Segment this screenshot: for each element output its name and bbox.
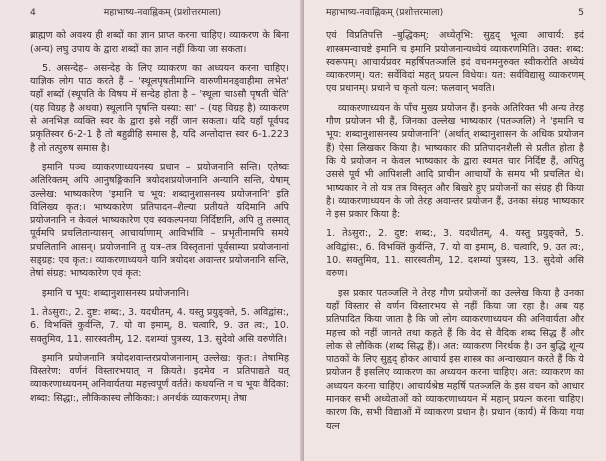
numbered-list: 1. तेऽसुरा:, 2. दुष्ट: शब्द:, 3. यदधीतम्, 4. यस्तु प्रयुङ्क्ते, 5. अविद्वांस:, 6. विभक्तिं कुर्वन्ति, 7. यो वा इमाम्, 8. चत्वारि, 9. उत त्व:, 10. सक्तुमिव, 11. सारस्वतीम्, 12. दशम्यां पुत्रस्य, 13. सुदेवो असि वरुण।	[326, 228, 584, 280]
paragraph: इस प्रकार पतञ्जलि ने तेरह गौण प्रयोजनों का उल्लेख किया है उनका यहाँ विस्तार से वर्णन विस्तारभय से नहीं किया जा रहा है। अब यह प्रतिपादित किया जाता है कि जो लोग व्याकरणाध्ययन की अनिवार्यता और महत्त्व को नहीं जानते तथा कहते हैं कि वेद से वैदिक शब्द सिद्ध हैं और लोक से लौकिक (शब्द सिद्ध हैं)। अत: व्याकरण निरर्थक है। उन बुद्धि शून्य पाठकों के लिए सुहृद् होकर आचार्य इस शास्त्र का अन्वाख्यान करते हैं कि ये प्रयोजन हैं इसलिए व्याकरण का अध्ययन करना चाहिए। अत: व्याकरण का अध्ययन करना चाहिए। आचार्यश्रेष्ठ महर्षि पतञ्जलि के इस वचन को आधार मानकर सभी अध्येताओं को व्याकरणाध्ययन में महान् प्रयत्न करना चाहिए। कारण कि, सभी विद्याओं में व्याकरण प्रधान है। प्रधान (कार्य) में किया गया यत्न	[326, 287, 584, 432]
paragraph: व्याकरणाध्ययन के पाँच मुख्य प्रयोजन हैं। इनके अतिरिक्त भी अन्य तेरह गौण प्रयोजन भी हैं, जिनका उल्लेख भाष्यकार (पतञ्जलि) ने 'इमानि च भूय: शब्दानुशासनस्य प्रयोजनानि' (अर्थात् शब्दानुशासन के अधिक प्रयोजन हैं) ऐसा लिखकर किया है। भाष्यकार की प्रतिपादनशैली से प्रतीत होता है कि ये प्रयोजन न केवल भाष्यकार के द्वारा स्वमत चार निर्दिष्ट हैं, अपितु उससे पूर्व भी आपिशली आदि प्राचीन आचार्यों के समय भी प्रचलित थे। भाष्यकार ने तो यत्र तत्र विस्तृत और बिखरे हुए प्रयोजनों का संग्रह ही किया है। व्याकरणाध्ययन के जो तेरह अवान्तर प्रयोजन हैं, उनका संग्रह भाष्यकार ने इस प्रकार किया है:	[326, 102, 584, 221]
page-number: 4	[30, 7, 36, 18]
running-head: महाभाष्य-नवाह्निकम् (प्रशोत्तरमाला)	[103, 7, 222, 18]
paragraph: 5. असन्देह– असन्देह के लिए व्याकरण का अध्ययन करना चाहिए। याज्ञिक लोग पाठ करते हैं – 'स्थूलपृषतीमाग्नि वारुणीमनड्वाहीमा लभेत' यहाँ शब्दों (स्थूपति के विषय में सन्देह होता है – 'स्थूला चाऽसौ पृषती चेति' (यह विग्रह है अथवा) स्थूलानि पृषन्ति यस्या: सा' – (यह विग्रह है) व्याकरण से अनभिज्ञ व्यक्ति स्वर के द्वारा इसे नहीं जान सकता। यदि यहाँ पूर्वपद प्रकृतिस्वर 6-2-1 है तो बहुव्रीहि समास है, यदि अन्तोदात्त स्वर 6-1.223 है तो तत्पुरुष समास है।	[30, 62, 289, 154]
paragraph: ब्राह्मण को अवश्य ही शब्दों का ज्ञान प्राप्त करना चाहिए। व्याकरण के बिना (अन्य) लघु उपाय के द्वारा शब्दों का ज्ञान नहीं किया जा सकता।	[30, 30, 289, 55]
paragraph: इमानि पञ्च व्याकरणाध्ययनस्य प्रधान – प्रयोजनानि सन्ति। एतेष्वः अतिरिक्तम् अपि आनुषङ्गिकानि त्रयोदशप्रयोजनानि अन्यानि सन्ति, येषाम् उल्लेख: भाष्यकारेण 'इमानि च भूय: शब्दानुशासनस्य प्रयोजनानि' इति विलिख्य कृत:। भाष्यकारेण प्रतिपादन–शैल्या प्रतीयते यदिमानि अपि प्रयोजनानि न केवलं भाष्यकारेण एव स्वकल्पनया निर्दिष्टानि, अपि तु तस्मात् पूर्वमपि प्रचलितान्यासन् आचार्याणाम् आविर्भावि – प्रभृतीनामपि समये प्रचलितानि आसन्। प्रयोजनानि तु यत्र–तत्र विस्तृतानां पूर्वसाम्या प्रयोजनानां सड्ग्रह: एव कृत:। व्याकरणाध्ययने यानि त्रयोदश अवान्तर प्रयोजनानि सन्ति, तेषां संग्रह: भाष्यकारेण एवं कृत:	[30, 161, 289, 280]
paragraph: इमानि च भूय: शब्दानुशासनस्य प्रयोजनानि।	[42, 287, 190, 299]
paragraph: इमानि प्रयोजनानि त्रयोदशवान्तरप्रयोजनानाम् उल्लेख: कृत:। तेषामिह विस्तरेण: वर्णनं विस्तारभयात् न क्रियते। इदमेव न प्रतिपाद्यते यत् व्याकरणाध्ययनम् अनिवार्यतया महत्त्वपूर्णं वर्तते। कथयन्ति न च भूयः वैदिका: शब्दा: सिद्धा:, लौकिकास्च लौकिका:। अनर्थकं व्याकरणम्। तेषा	[30, 352, 289, 404]
right-page-header	[326, 6, 584, 19]
running-head: महाभाष्य-नवाह्निकम् (प्रशोत्तरमाला)	[326, 7, 444, 18]
paragraph: एवं विप्रतिपत्ति –बुद्धिकम्: अध्येतृभि: सुहृद् भूत्वा आचार्य: इदं शास्त्रमन्वाचष्टे इमानि च इमानि प्रयोजनान्यध्येयं व्याकरणमिति। उक्त: शब्द: स्वरूपम्। आचार्यप्रवर महर्षिपतञ्जलि इदं वचनमनुरुक्त स्वीकरोति अध्येयं व्याकरणम्। यत: सर्वेविदां महत् प्रयत्न विधेयः। यत: सर्वविद्यासु व्याकरणम् एव प्रधानम्। प्रधाने च कृतो यत्न: फलवान् भवति।	[326, 30, 584, 95]
right-page	[304, 0, 606, 461]
numbered-list: 1. तेऽसुरा:, 2. दुष्ट: शब्द:, 3. यदधीतम्, 4. यस्तु प्रयुङ्क्ते, 5. अविद्वांस:, 6. विभक्तिं कुर्वन्ति, 7. यो वा इमाम्, 8. चत्वारि, 9. उत त्व:, 10. सक्तुमिव, 11. सारस्वतीम्, 12. दशम्यां पुत्रस्य, 13. सुदेवो असि वरुणेति।	[30, 306, 289, 345]
left-page-header	[30, 6, 289, 19]
page-number: 5	[578, 7, 584, 18]
